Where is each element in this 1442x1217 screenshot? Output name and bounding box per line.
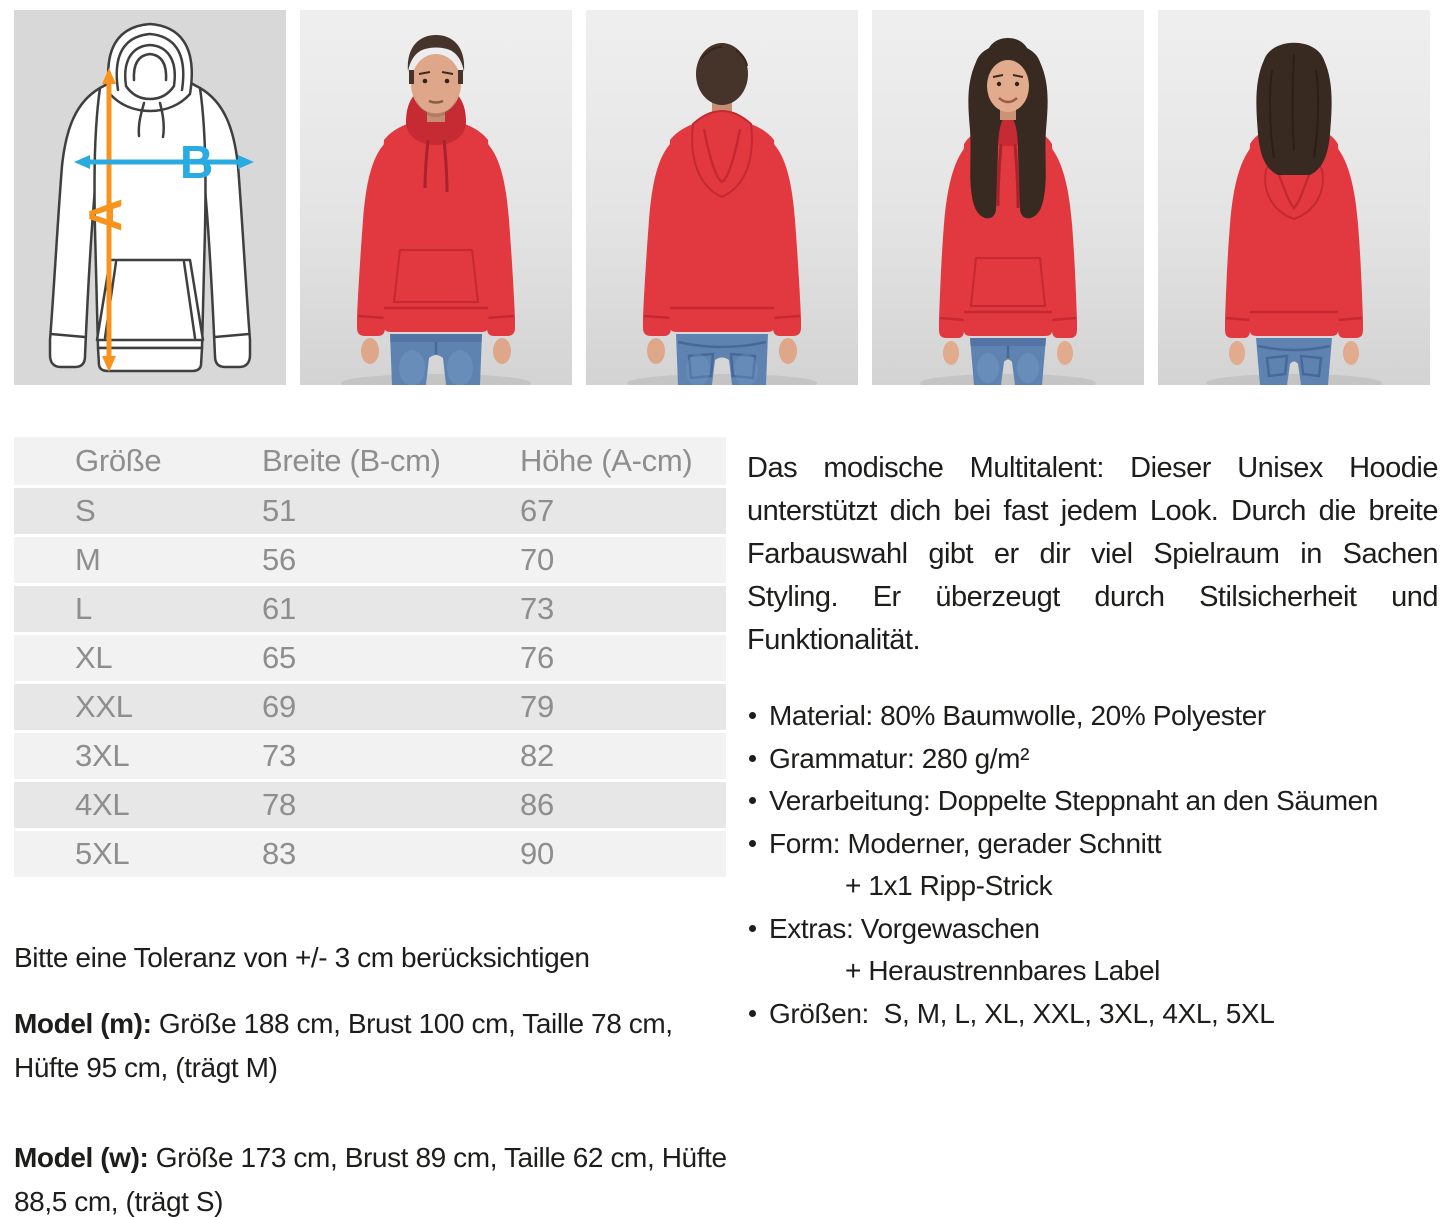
feature-text: Extras: Vorgewaschen — [769, 912, 1040, 944]
feature-item-extras — [747, 908, 1442, 993]
height-cell: 79 — [520, 682, 726, 731]
table-row — [14, 486, 726, 535]
feature-text: Form: Moderner, gerader Schnitt — [769, 827, 1162, 859]
female-back-figure — [1158, 10, 1430, 385]
model-photo-male-back — [586, 10, 858, 385]
feature-item-verarbeitung — [747, 780, 1442, 823]
width-cell: 78 — [262, 780, 520, 829]
height-cell: 67 — [520, 486, 726, 535]
size-table — [14, 437, 726, 880]
model-m-label: Model (m): — [14, 1008, 152, 1039]
table-row — [14, 829, 726, 878]
table-row — [14, 780, 726, 829]
diagram-label-a: A — [79, 198, 131, 232]
col-header-size: Größe — [14, 437, 262, 486]
diagram-label-b: B — [180, 136, 214, 188]
size-cell: L — [14, 584, 262, 633]
width-cell: 73 — [262, 731, 520, 780]
table-row — [14, 633, 726, 682]
height-cell: 76 — [520, 633, 726, 682]
size-table-header-row — [14, 437, 726, 486]
bullet-dot-icon — [747, 993, 769, 1036]
feature-list — [747, 695, 1442, 1035]
width-cell: 51 — [262, 486, 520, 535]
feature-item-groessen — [747, 993, 1442, 1036]
height-cell: 90 — [520, 829, 726, 878]
model-w-text: Größe 173 cm, Brust 89 cm, Taille 62 cm, Hüfte 88,5 cm, (trägt S) — [14, 1142, 727, 1217]
bullet-dot-icon — [747, 738, 769, 781]
hoodie-diagram-drawing — [14, 10, 286, 385]
width-cell: 83 — [262, 829, 520, 878]
feature-subtext: + 1x1 Ripp-Strick — [845, 870, 1053, 901]
male-front-figure — [300, 10, 572, 385]
col-header-height: Höhe (A-cm) — [520, 437, 726, 486]
product-description: Das modische Multitalent: Dieser Unisex Hoodie unterstützt dich bei fast jedem Look. Durch die breite Farbauswahl gibt er dir viel Spielraum in Sachen Styling. Er überzeugt durch Stilsicherheit und Funktionalität. — [747, 452, 1438, 656]
height-cell: 86 — [520, 780, 726, 829]
table-row — [14, 682, 726, 731]
col-header-width: Breite (B-cm) — [262, 437, 520, 486]
model-w-label: Model (w): — [14, 1142, 149, 1173]
product-image-strip — [14, 10, 1430, 385]
feature-text: Größen: S, M, L, XL, XXL, 3XL, 4XL, 5XL — [769, 997, 1275, 1029]
feature-text: Verarbeitung: Doppelte Steppnaht an den Säumen — [769, 785, 1378, 816]
feature-item-material — [747, 695, 1442, 738]
feature-text: Material: 80% Baumwolle, 20% Polyester — [769, 700, 1266, 731]
bullet-dot-icon — [747, 695, 769, 738]
height-cell: 73 — [520, 584, 726, 633]
size-cell: S — [14, 486, 262, 535]
size-cell: 5XL — [14, 829, 262, 878]
bullet-dot-icon — [747, 908, 769, 993]
width-cell: 61 — [262, 584, 520, 633]
width-cell: 65 — [262, 633, 520, 682]
width-cell: 56 — [262, 535, 520, 584]
bullet-dot-icon — [747, 780, 769, 823]
feature-text: Grammatur: 280 g/m² — [769, 742, 1030, 774]
size-cell: XXL — [14, 682, 262, 731]
height-cell: 82 — [520, 731, 726, 780]
height-cell: 70 — [520, 535, 726, 584]
bullet-dot-icon — [747, 823, 769, 908]
feature-subtext: + Heraustrennbares Label — [845, 955, 1160, 986]
tolerance-note: Bitte eine Toleranz von +/- 3 cm berücksichtigen — [14, 942, 590, 973]
model-m-text: Größe 188 cm, Brust 100 cm, Taille 78 cm, Hüfte 95 cm, (trägt M) — [14, 1008, 673, 1083]
table-row — [14, 535, 726, 584]
size-cell: 3XL — [14, 731, 262, 780]
width-cell: 69 — [262, 682, 520, 731]
size-cell: M — [14, 535, 262, 584]
model-photo-male-front — [300, 10, 572, 385]
feature-item-grammatur — [747, 738, 1442, 781]
size-cell: XL — [14, 633, 262, 682]
model-w-note — [14, 1136, 738, 1217]
feature-item-form — [747, 823, 1442, 908]
table-row — [14, 584, 726, 633]
table-row — [14, 731, 726, 780]
model-m-note — [14, 1002, 738, 1090]
measurement-diagram-image — [14, 10, 286, 385]
model-photo-female-front — [872, 10, 1144, 385]
male-back-figure — [586, 10, 858, 385]
female-front-figure — [872, 10, 1144, 385]
size-cell: 4XL — [14, 780, 262, 829]
model-photo-female-back — [1158, 10, 1430, 385]
